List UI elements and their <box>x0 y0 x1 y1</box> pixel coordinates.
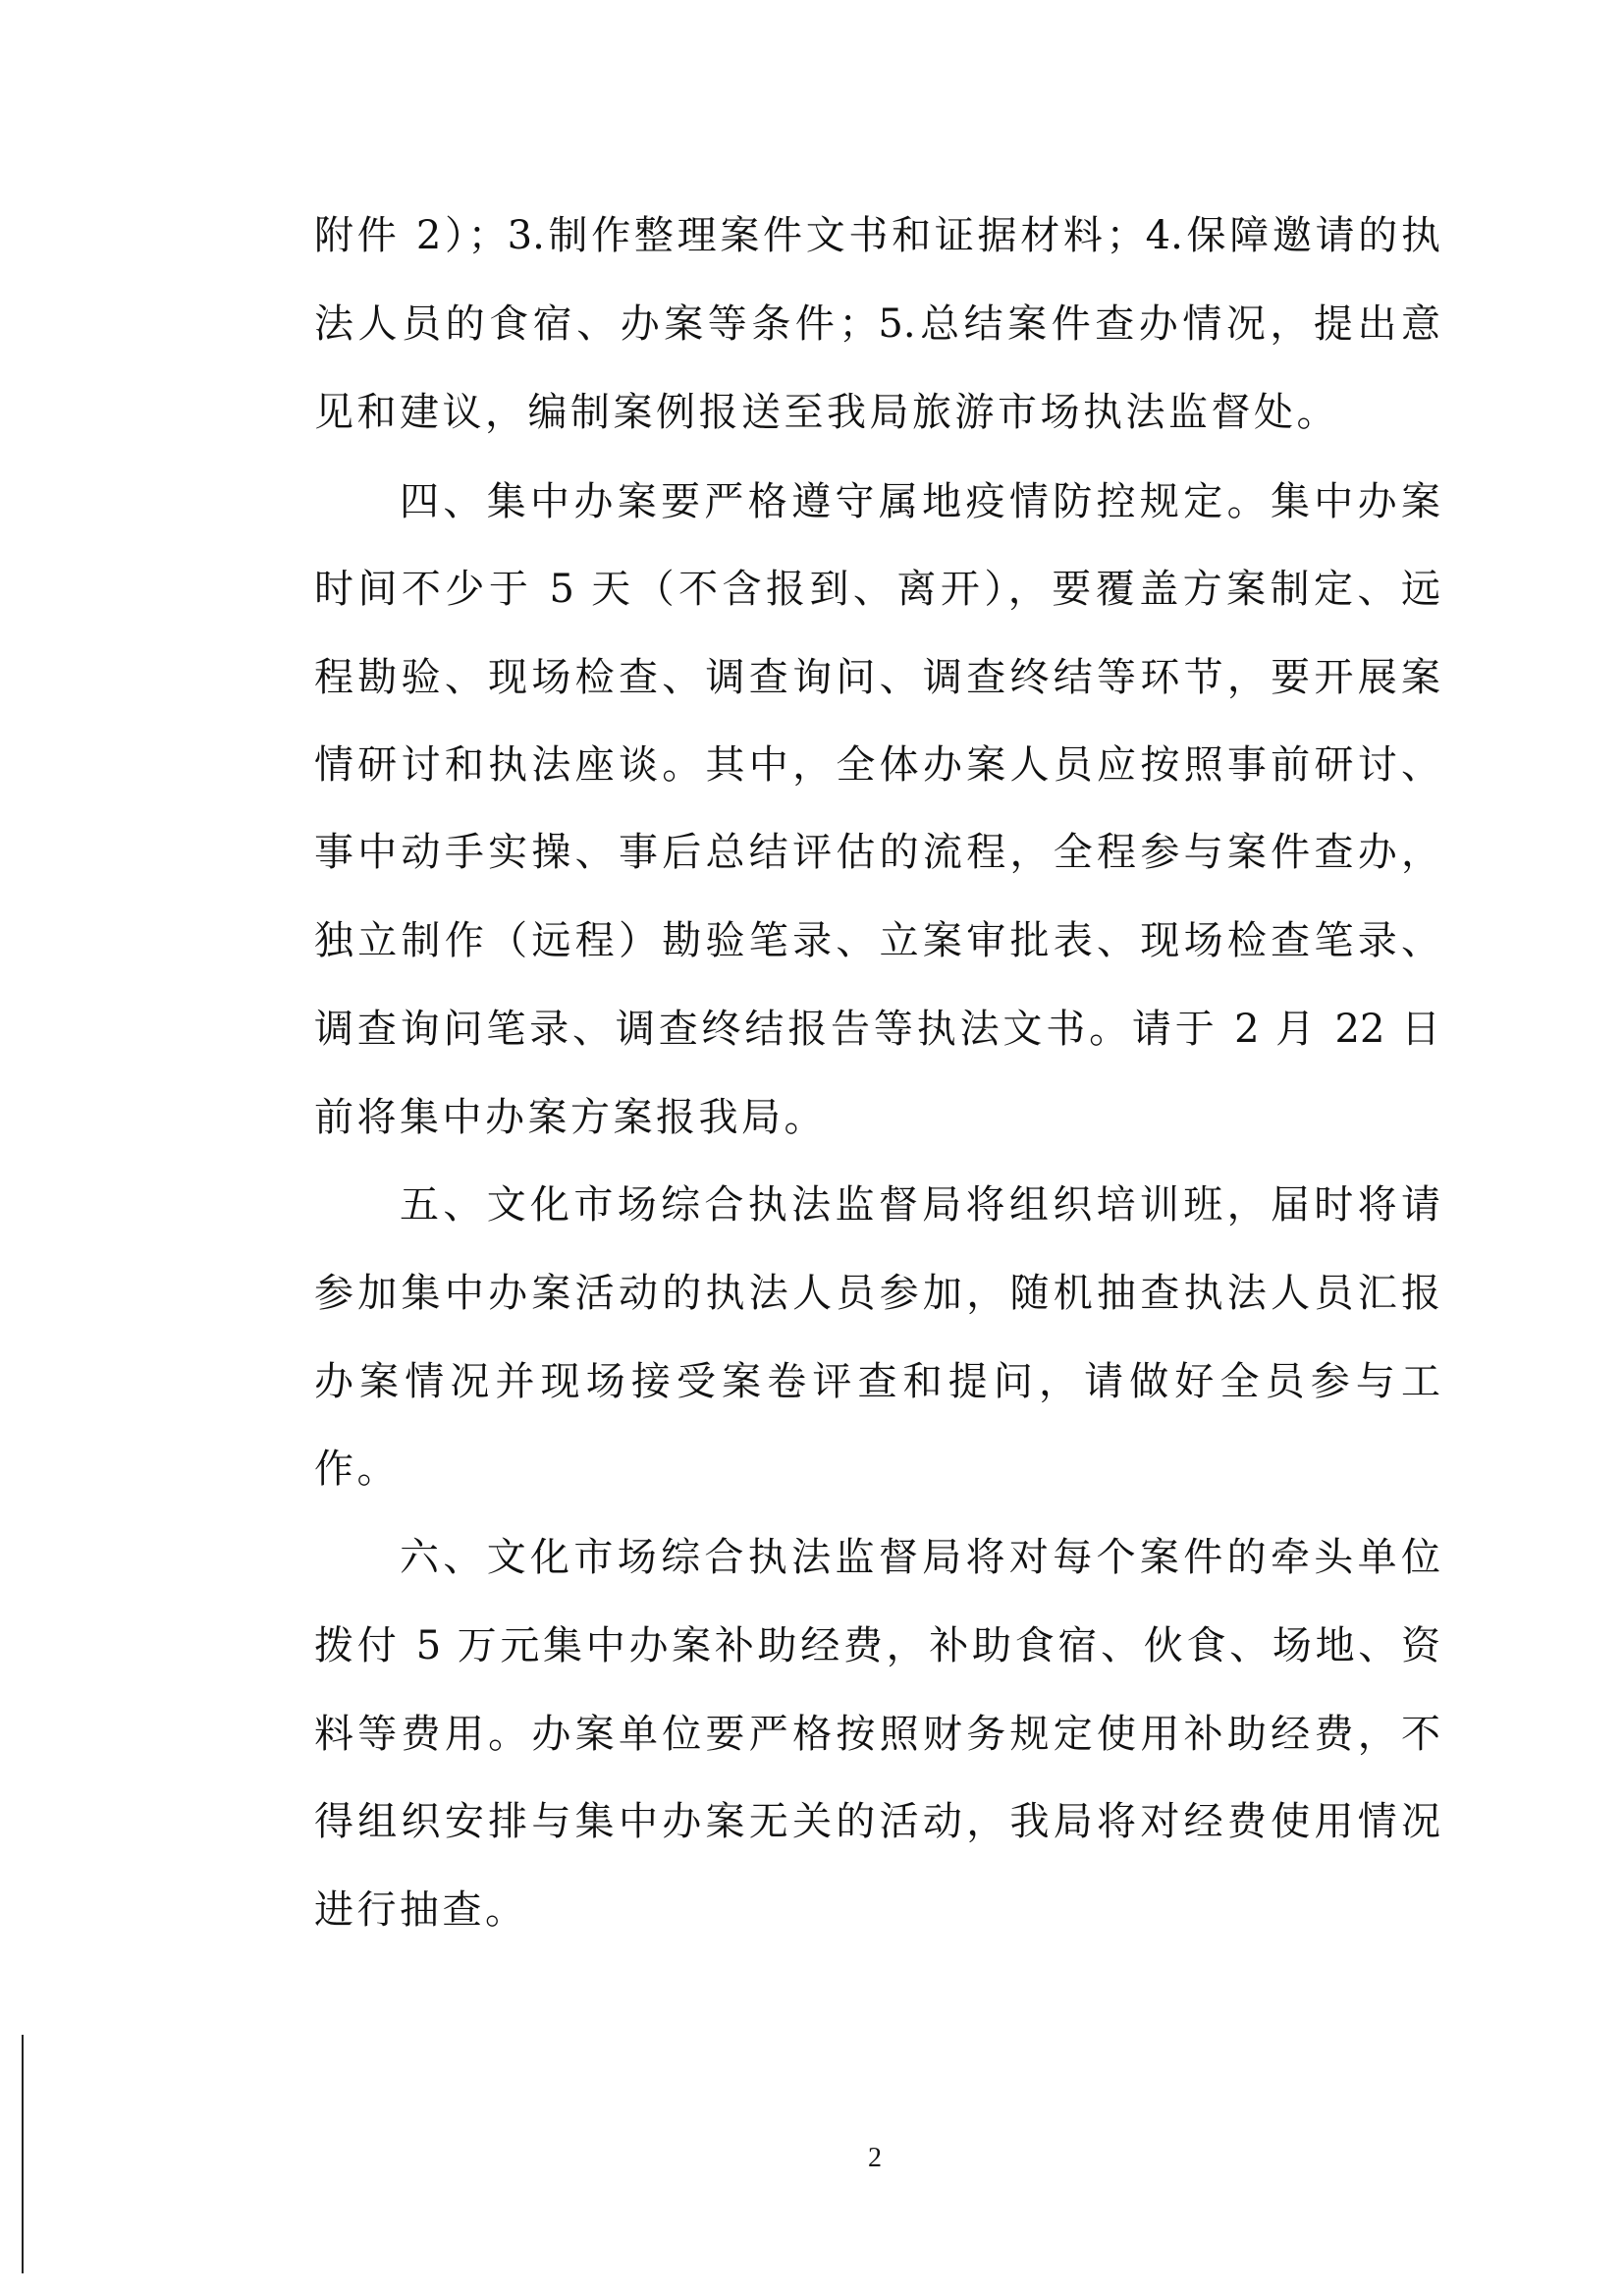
paragraph-6-start: 六、文化市场综合执法监督局将对每个案件的牵头单位 <box>400 1535 1440 1580</box>
text-line: 附件 2）；3.制作整理案件文书和证据材料；4.保障邀请的执 <box>314 213 1440 258</box>
text-line: 得组织安排与集中办案无关的活动，我局将对经费使用情况 <box>314 1799 1440 1844</box>
text-line: 时间不少于 5 天（不含报到、离开），要覆盖方案制定、远 <box>314 567 1440 612</box>
text-line: 作。 <box>314 1447 400 1492</box>
paragraph-4-start: 四、集中办案要严格遵守属地疫情防控规定。集中办案 <box>400 479 1440 524</box>
text-line: 前将集中办案方案报我局。 <box>314 1095 827 1140</box>
text-line: 程勘验、现场检查、调查询问、调查终结等环节，要开展案 <box>314 655 1440 700</box>
text-line: 办案情况并现场接受案卷评查和提问，请做好全员参与工 <box>314 1359 1440 1404</box>
text-line: 拨付 5 万元集中办案补助经费，补助食宿、伙食、场地、资 <box>314 1623 1440 1668</box>
text-line: 见和建议，编制案例报送至我局旅游市场执法监督处。 <box>314 390 1339 435</box>
text-line: 独立制作（远程）勘验笔录、立案审批表、现场检查笔录、 <box>314 918 1440 963</box>
text-line: 法人员的食宿、办案等条件；5.总结案件查办情况，提出意 <box>314 301 1440 347</box>
text-line: 事中动手实操、事后总结评估的流程，全程参与案件查办， <box>314 830 1440 875</box>
text-line: 进行抽查。 <box>314 1887 528 1933</box>
paragraph-5-start: 五、文化市场综合执法监督局将组织培训班，届时将请 <box>400 1182 1440 1228</box>
scan-margin-line <box>22 2035 24 2273</box>
text-line: 料等费用。办案单位要严格按照财务规定使用补助经费，不 <box>314 1712 1440 1757</box>
text-line: 参加集中办案活动的执法人员参加，随机抽查执法人员汇报 <box>314 1271 1440 1316</box>
text-line: 情研讨和执法座谈。其中，全体办案人员应按照事前研讨、 <box>314 742 1440 788</box>
page-number: 2 <box>868 2143 882 2173</box>
text-line: 调查询问笔录、调查终结报告等执法文书。请于 2 月 22 日 <box>314 1007 1440 1052</box>
